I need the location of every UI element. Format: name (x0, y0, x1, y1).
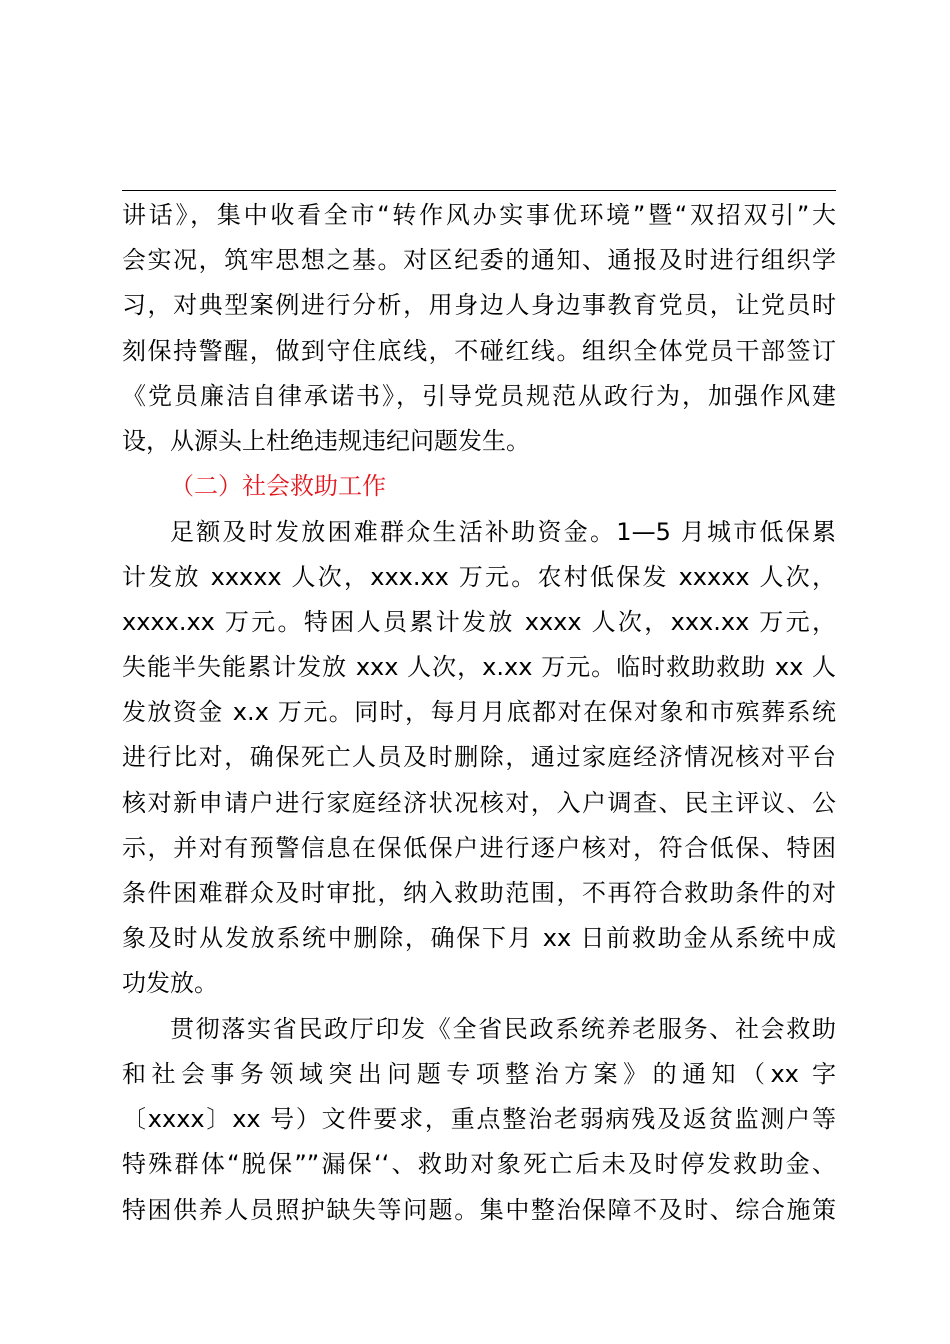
paragraph-line: 示，并对有预警信息在保低保户进行逐户核对，符合低保、特困 (122, 834, 836, 862)
paragraph-line: 象及时从发放系统中删除，确保下月 xx 日前救助金从系统中成 (122, 924, 836, 952)
paragraph-line: 发放资金 x.x 万元。同时，每月月底都对在保对象和市殡葬系统 (122, 698, 836, 726)
paragraph-line: 特困供养人员照护缺失等问题。集中整治保障不及时、综合施策 (122, 1196, 836, 1224)
paragraph-line: 特殊群体“脱保””漏保‘‘、救助对象死亡后未及时停发救助金、 (122, 1150, 836, 1178)
paragraph-line: 核对新申请户进行家庭经济状况核对，入户调查、民主评议、公 (122, 789, 836, 817)
section-heading: （二）社会救助工作 (170, 472, 386, 500)
paragraph-line: 〔xxxx〕xx 号）文件要求，重点整治老弱病残及返贫监测户等 (122, 1105, 836, 1133)
paragraph-line: 讲话》，集中收看全市“转作风办实事优环境”暨“双招双引”大 (122, 201, 836, 229)
paragraph-line: 和社会事务领域突出问题专项整治方案》的通知（xx 字 (122, 1060, 836, 1088)
paragraph-line: 《党员廉洁自律承诺书》，引导党员规范从政行为，加强作风建 (122, 382, 836, 410)
paragraph-line: 进行比对，确保死亡人员及时删除，通过家庭经济情况核对平台 (122, 743, 836, 771)
paragraph-line: 习，对典型案例进行分析，用身边人身边事教育党员，让党员时 (122, 291, 836, 319)
paragraph-line: 足额及时发放困难群众生活补助资金。1—5 月城市低保累 (170, 518, 836, 546)
paragraph-line: 条件困难群众及时审批，纳入救助范围，不再符合救助条件的对 (122, 879, 836, 907)
paragraph-line: 贯彻落实省民政厅印发《全省民政系统养老服务、社会救助 (170, 1015, 836, 1043)
paragraph-line: 功发放。 (122, 969, 218, 997)
paragraph-line: 计发放 xxxxx 人次，xxx.xx 万元。农村低保发 xxxxx 人次， (122, 563, 836, 591)
paragraph-line: 设，从源头上杜绝违规违纪问题发生。 (122, 427, 530, 455)
paragraph-line: xxxx.xx 万元。特困人员累计发放 xxxx 人次，xxx.xx 万元， (122, 608, 836, 636)
header-rule (122, 190, 836, 191)
paragraph-line: 失能半失能累计发放 xxx 人次，x.xx 万元。临时救助救助 xx 人 (122, 653, 836, 681)
paragraph-line: 刻保持警醒，做到守住底线，不碰红线。组织全体党员干部签订 (122, 337, 836, 365)
paragraph-line: 会实况，筑牢思想之基。对区纪委的通知、通报及时进行组织学 (122, 246, 836, 274)
